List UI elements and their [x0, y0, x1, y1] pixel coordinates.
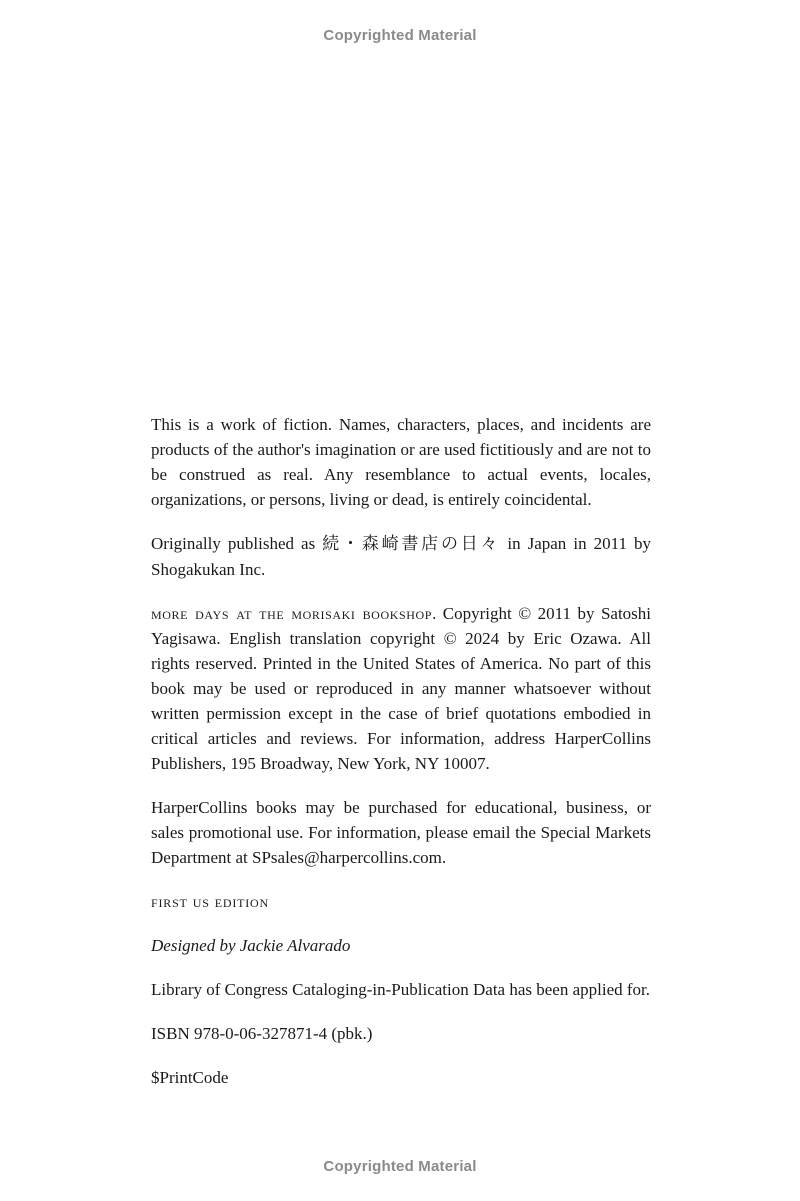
- edition-label: first us edition: [151, 892, 269, 911]
- copyright-notice: [151, 601, 651, 776]
- sales-notice: HarperCollins books may be purchased for educational, business, or sales promotional use. For information, please email the Special Markets Department at SPsales@harpercollins.com.: [151, 798, 651, 867]
- japanese-title: 続・森崎書店の日々: [322, 534, 501, 554]
- copyright-text: . Copyright © 2011 by Satoshi Yagisawa. English translation copyright © 2024 by Eric Ozawa. All rights reserved. Printed in the United States of America. No part of this book may be used or reproduced in any manner whatsoever without written permission except in the case of brief quotations embodied in critical articles and reviews. For information, address HarperCollins Publishers, 195 Broadway, New York, NY 10007.: [151, 604, 652, 773]
- copyright-watermark-bottom: Copyrighted Material: [323, 1158, 477, 1175]
- fiction-notice: This is a work of fiction. Names, characters, places, and incidents are products of the author's imagination or are used fictitiously and are not to be construed as real. Any resemblance to actual events, locales, organizations, or persons, living or dead, is entirely coincidental.: [151, 415, 651, 509]
- original-publication: [151, 531, 651, 582]
- original-publication-prefix: Originally published as: [151, 534, 323, 553]
- original-publication-suffix: in Japan in 2011 by Shogakukan Inc.: [151, 534, 651, 579]
- copyright-watermark-top: Copyrighted Material: [323, 27, 477, 44]
- copyright-page-text: [151, 412, 651, 1109]
- cip-notice: Library of Congress Cataloging-in-Publication Data has been applied for.: [151, 980, 651, 999]
- print-code: $PrintCode: [151, 1068, 229, 1087]
- book-title-smallcaps: more days at the morisaki bookshop: [151, 604, 433, 623]
- isbn: ISBN 978-0-06-327871-4 (pbk.): [151, 1024, 373, 1043]
- designer-credit: Designed by Jackie Alvarado: [151, 936, 351, 955]
